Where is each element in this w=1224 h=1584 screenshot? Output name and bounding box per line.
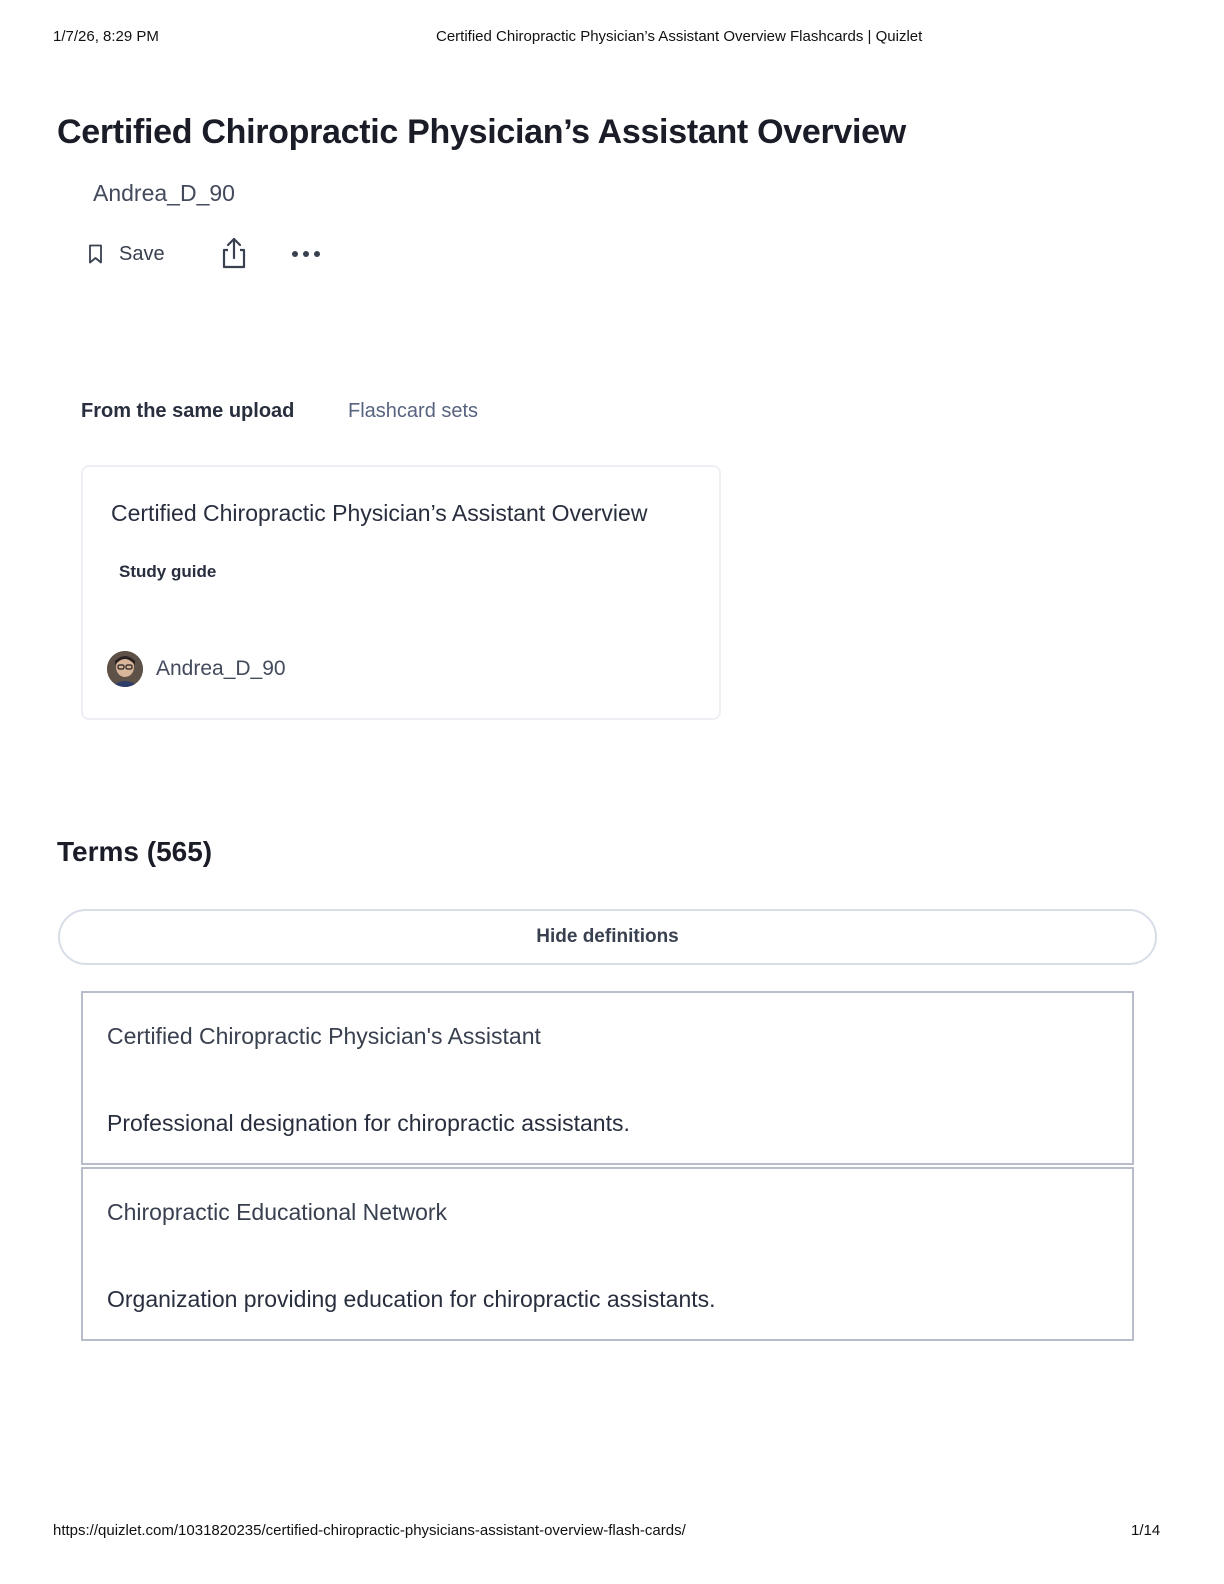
term-list (81, 991, 1134, 1341)
card-type-label: Study guide (119, 562, 217, 581)
print-date: 1/7/26, 8:29 PM (53, 28, 159, 45)
related-set-card[interactable] (81, 465, 721, 720)
print-url: https://quizlet.com/1031820235/certified-chiropractic-physicians-assistant-overview-flash-cards/ (53, 1522, 686, 1539)
card-author: Andrea_D_90 (156, 657, 286, 680)
hide-definitions-button[interactable]: Hide definitions (58, 909, 1157, 965)
print-page-title: Certified Chiropractic Physician’s Assistant Overview Flashcards | Quizlet (436, 28, 923, 45)
tab-flashcard-sets[interactable]: Flashcard sets (348, 400, 479, 422)
term-text: Chiropractic Educational Network (107, 1199, 448, 1225)
card-title: Certified Chiropractic Physician’s Assistant Overview (111, 500, 648, 526)
bookmark-icon (85, 243, 107, 265)
share-icon (219, 236, 249, 273)
author-link[interactable]: Andrea_D_90 (93, 180, 235, 206)
avatar (107, 651, 143, 687)
term-row (81, 991, 1134, 1165)
save-button[interactable] (85, 236, 165, 272)
action-bar (85, 236, 345, 272)
page-title: Certified Chiropractic Physician’s Assistant Overview (57, 113, 906, 151)
definition-text: Professional designation for chiropractic assistants. (107, 1110, 630, 1136)
terms-heading: Terms (565) (57, 836, 213, 867)
more-options-button[interactable] (288, 236, 324, 272)
definition-text: Organization providing education for chiropractic assistants. (107, 1286, 716, 1312)
share-button[interactable] (216, 236, 252, 272)
tab-from-same-upload[interactable]: From the same upload (81, 400, 295, 422)
print-page-number: 1/14 (1131, 1522, 1161, 1539)
save-label: Save (119, 242, 165, 265)
more-icon (290, 247, 322, 262)
term-text: Certified Chiropractic Physician's Assistant (107, 1023, 541, 1049)
term-row (81, 1167, 1134, 1341)
